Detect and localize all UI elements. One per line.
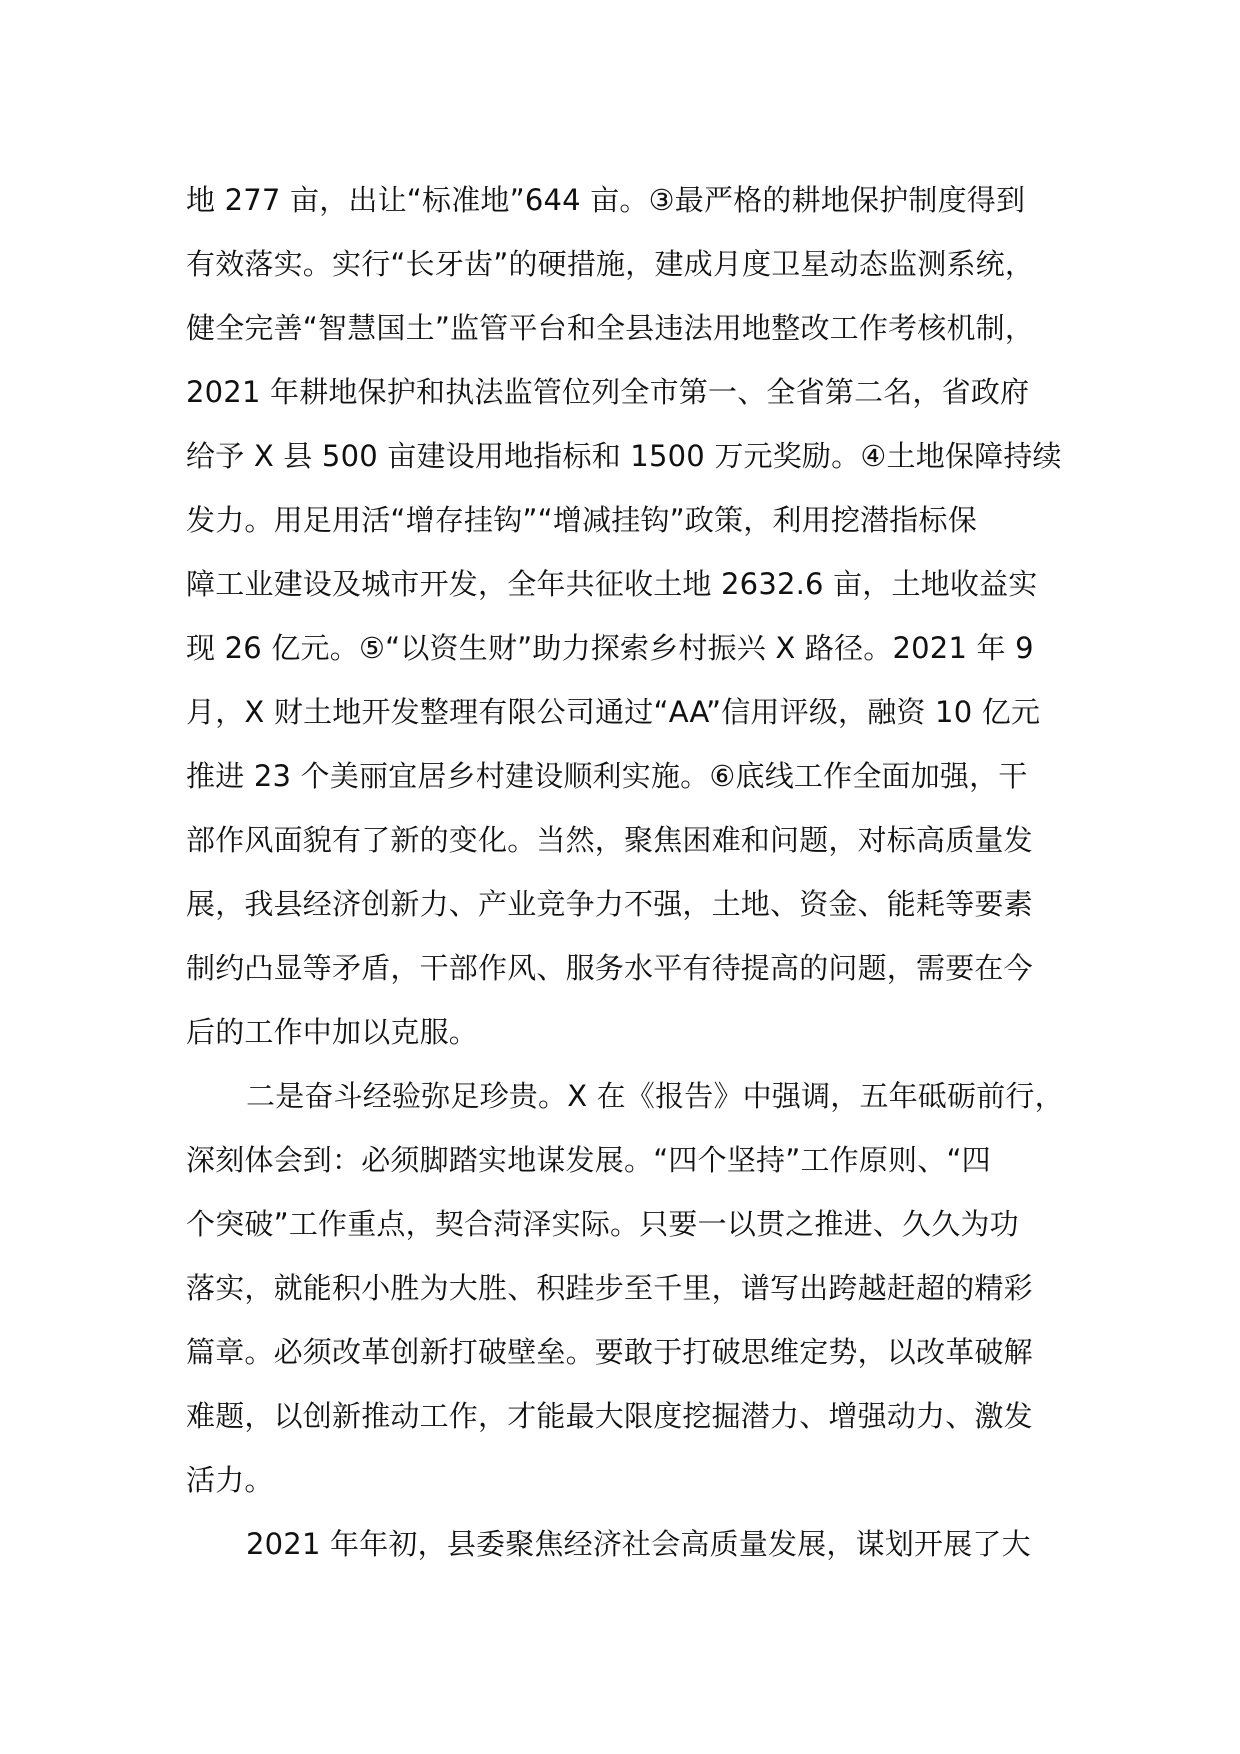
paragraph-line: 落实，就能积小胜为大胜、积跬步至千里，谱写出跨越赶超的精彩 xyxy=(186,1271,1033,1305)
paragraph-line: 个突破”工作重点，契合菏泽实际。只要一以贯之推进、久久为功 xyxy=(186,1207,1019,1241)
paragraph-line: 有效落实。实行“长牙齿”的硬措施，建成月度卫星动态监测系统， xyxy=(186,247,1035,281)
paragraph-line: 2021 年耕地保护和执法监管位列全市第一、全省第二名，省政府 xyxy=(186,375,1030,409)
paragraph-line: 推进 23 个美丽宜居乡村建设顺利实施。⑥底线工作全面加强，干 xyxy=(186,759,1028,793)
paragraph-line: 部作风面貌有了新的变化。当然，聚焦困难和问题，对标高质量发 xyxy=(186,823,1033,857)
paragraph-line: 活力。 xyxy=(186,1463,274,1497)
paragraph-line: 2021 年年初，县委聚焦经济社会高质量发展，谋划开展了大 xyxy=(246,1527,1031,1561)
paragraph-line: 篇章。必须改革创新打破壁垒。要敢于打破思维定势，以改革破解 xyxy=(186,1335,1033,1369)
paragraph-line: 深刻体会到：必须脚踏实地谋发展。“四个坚持”工作原则、“四 xyxy=(186,1143,991,1177)
paragraph-line: 制约凸显等矛盾，干部作风、服务水平有待提高的问题，需要在今 xyxy=(186,951,1033,985)
paragraph-line: 后的工作中加以克服。 xyxy=(186,1015,479,1049)
paragraph-line: 月，X 财土地开发整理有限公司通过“AA”信用评级，融资 10 亿元 xyxy=(186,695,1041,729)
document-body xyxy=(186,168,1066,1576)
paragraph-line: 难题，以创新推动工作，才能最大限度挖掘潜力、增强动力、激发 xyxy=(186,1399,1033,1433)
paragraph-line: 地 277 亩，出让“标准地”644 亩。③最严格的耕地保护制度得到 xyxy=(186,183,1026,217)
paragraph-line: 健全完善“智慧国土”监管平台和全县违法用地整改工作考核机制， xyxy=(186,311,1035,345)
paragraph-line: 展，我县经济创新力、产业竞争力不强，土地、资金、能耗等要素 xyxy=(186,887,1033,921)
paragraph-line: 二是奋斗经验弥足珍贵。X 在《报告》中强调，五年砥砺前行， xyxy=(246,1079,1064,1113)
paragraph-line: 障工业建设及城市开发，全年共征收土地 2632.6 亩，土地收益实 xyxy=(186,567,1038,601)
paragraph-line: 给予 X 县 500 亩建设用地指标和 1500 万元奖励。④土地保障持续 xyxy=(186,439,1062,473)
paragraph-line: 现 26 亿元。⑤“以资生财”助力探索乡村振兴 X 路径。2021 年 9 xyxy=(186,631,1034,665)
paragraph-line: 发力。用足用活“增存挂钩”“增减挂钩”政策，利用挖潜指标保 xyxy=(186,503,977,537)
